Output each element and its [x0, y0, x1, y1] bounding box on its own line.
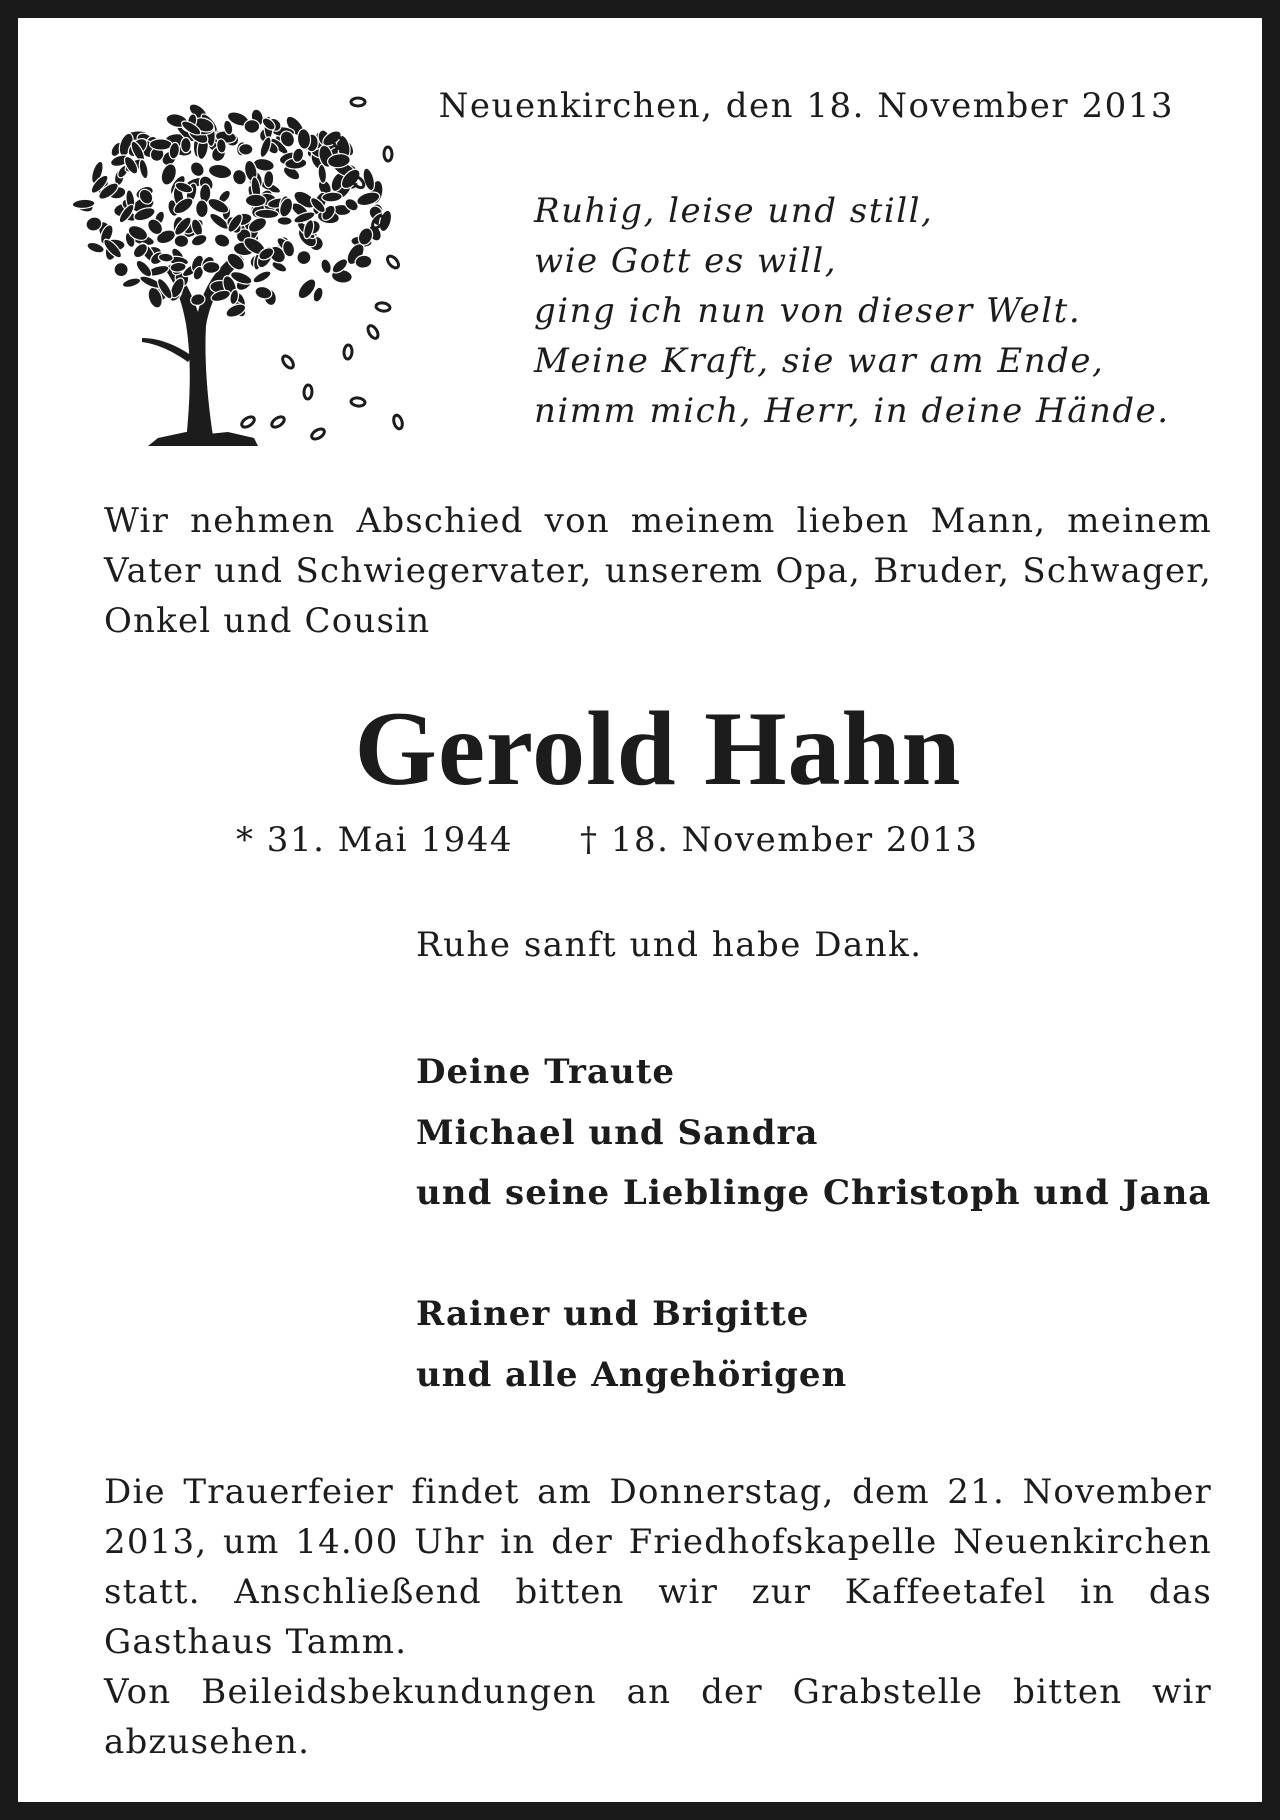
funeral-details	[104, 1467, 1212, 1767]
closing-words: Ruhe sanft und habe Dank.	[416, 925, 923, 965]
poem-line: Meine Kraft, sie war am Ende,	[534, 341, 1105, 381]
mourner-line: und seine Lieblinge Christoph und Jana	[416, 1173, 1212, 1213]
funeral-info: Die Trauerfeier findet am Donnerstag, dem 21. November 2013, um 14.00 Uhr in der Friedhofskapelle Neuenkirchen statt. Anschließend bitten wir zur Kaffeetafel in das Gasthaus Tamm.	[104, 1472, 1212, 1662]
wind-blown-tree-icon	[58, 62, 418, 446]
poem-line: wie Gott es will,	[534, 241, 838, 281]
mourner-line: Deine Traute	[416, 1052, 676, 1092]
poem-line: ging ich nun von dieser Welt.	[534, 291, 1082, 331]
poem	[534, 186, 1170, 436]
poem-line: Ruhig, leise und still,	[534, 191, 934, 231]
mourner-line: Rainer und Brigitte	[416, 1294, 810, 1334]
place-date: Neuenkirchen, den 18. November 2013	[438, 86, 1174, 126]
mourner-line: Michael und Sandra	[416, 1113, 819, 1153]
farewell-intro: Wir nehmen Abschied von meinem lieben Mann, meinem Vater und Schwiegervater, unserem Opa, Bruder, Schwager, Onkel und Cousin	[104, 501, 1212, 641]
birth-date: * 31. Mai 1944	[236, 820, 513, 860]
condolence-note: Von Beileidsbekundungen an der Grabstelle bitten wir abzusehen.	[104, 1672, 1212, 1762]
poem-line: nimm mich, Herr, in deine Hände.	[534, 391, 1170, 431]
death-date: † 18. November 2013	[580, 820, 979, 860]
deceased-name: Gerold Hahn	[354, 690, 962, 807]
mourner-line: und alle Angehörigen	[416, 1355, 848, 1395]
